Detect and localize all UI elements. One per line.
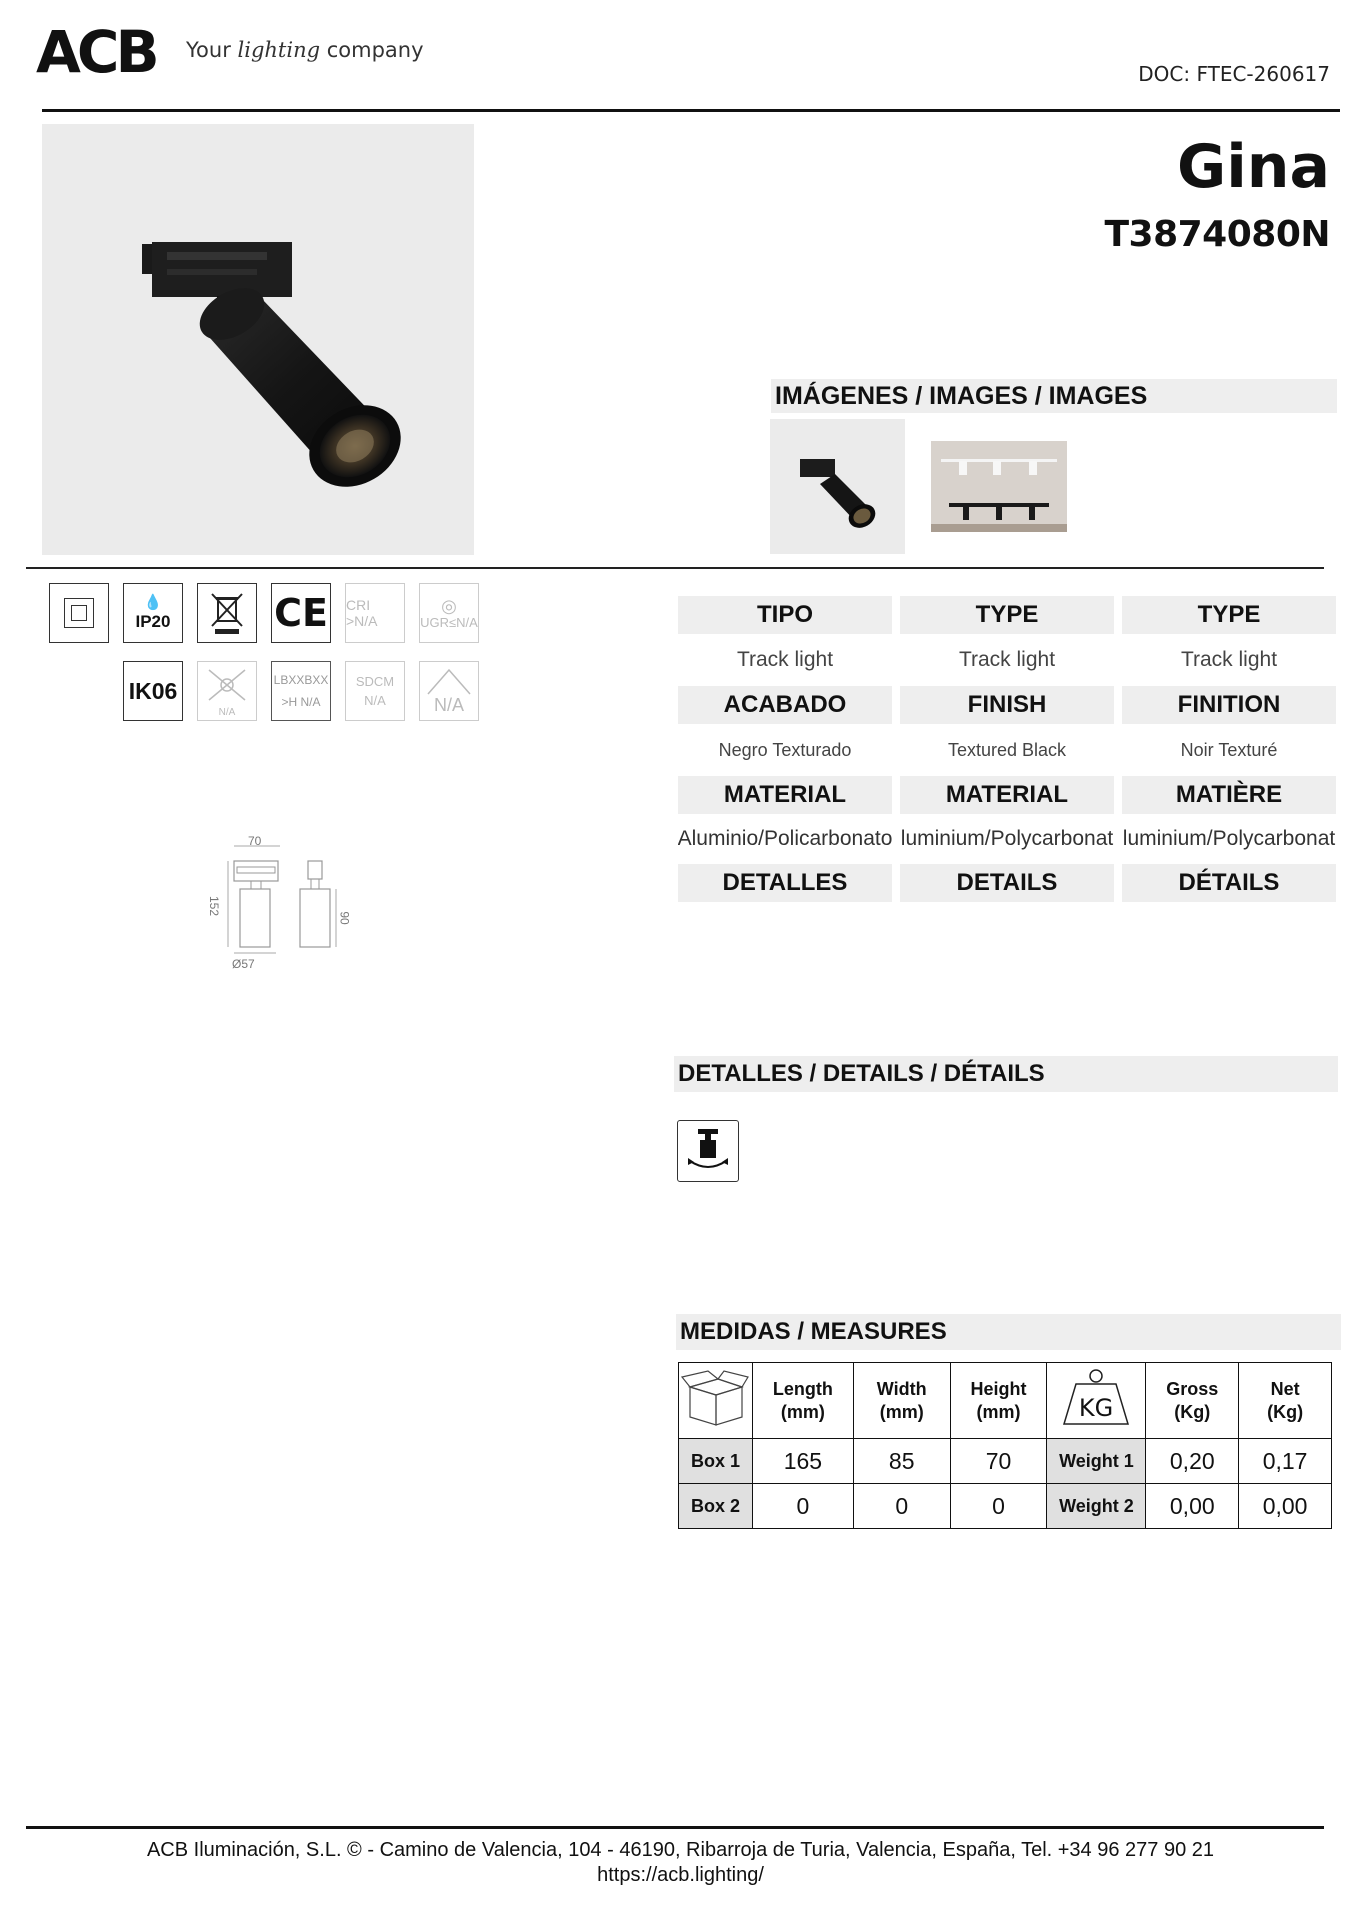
box-icon — [679, 1363, 753, 1439]
spec-value-type-en: Track light — [958, 648, 1056, 671]
product-code: T3874080N — [1104, 214, 1330, 255]
row-box2-length: 0 — [752, 1484, 853, 1529]
spec-grid — [678, 596, 1338, 902]
spec-header-material-en: MATERIAL — [900, 776, 1114, 814]
measures-section-title: MEDIDAS / MEASURES — [676, 1314, 1341, 1350]
row-weight1-net: 0,17 — [1239, 1439, 1332, 1484]
col-length — [752, 1363, 853, 1439]
doc-code: DOC: FTEC-260617 — [1138, 62, 1330, 86]
thumbnail-ambience[interactable] — [931, 441, 1067, 532]
table-row — [679, 1484, 1332, 1529]
spec-header-material-es: MATERIAL — [678, 776, 892, 814]
ip-rating-icon — [123, 583, 183, 643]
cardboard-box-icon — [680, 1365, 750, 1431]
table-row — [679, 1439, 1332, 1484]
no-cover-icon — [197, 661, 257, 721]
spec-value-material-fr: luminium/Polycarbonat — [1122, 827, 1336, 850]
col-gross-unit: (Kg) — [1174, 1401, 1211, 1422]
lbxx-icon — [271, 661, 331, 721]
tagline-lighting: lighting — [237, 38, 321, 62]
measures-header-row — [679, 1363, 1332, 1439]
col-length-unit: (mm) — [780, 1401, 825, 1422]
row-weight1-gross: 0,20 — [1146, 1439, 1239, 1484]
beam-angle-icon — [419, 661, 479, 721]
spec-value-type-es: Track light — [736, 648, 834, 671]
dimension-drawing-icon — [200, 833, 360, 973]
row-box1-width: 85 — [853, 1439, 950, 1484]
ce-mark-icon: CE — [271, 583, 331, 643]
ugr-icon — [419, 583, 479, 643]
product-name: Gina — [1176, 132, 1330, 202]
tagline — [186, 38, 424, 62]
class-ii-icon — [49, 583, 109, 643]
spec-header-acabado: ACABADO — [678, 686, 892, 724]
spec-header-detalles: DETALLES — [678, 864, 892, 902]
adjustable-spot-icon — [678, 1121, 738, 1181]
col-net-label: Net — [1270, 1378, 1300, 1399]
row-box2-height: 0 — [950, 1484, 1047, 1529]
cri-icon: CRI >N/A — [345, 583, 405, 643]
lbxx-label: LBXXBXX — [273, 673, 329, 687]
ip-rating-label: IP20 — [135, 612, 171, 631]
product-hero-image — [42, 124, 474, 555]
row-weight2-label: Weight 2 — [1047, 1484, 1146, 1529]
weee-bin-icon — [197, 583, 257, 643]
col-gross-label: Gross — [1166, 1378, 1219, 1399]
drawing-height-right: 90 — [337, 911, 352, 925]
spec-value-type-fr: Track light — [1180, 648, 1278, 671]
spec-header-finition: FINITION — [1122, 686, 1336, 724]
details-section-title: DETALLES / DETAILS / DÉTAILS — [674, 1056, 1338, 1092]
drawing-width: 70 — [248, 834, 262, 848]
row-weight2-gross: 0,00 — [1146, 1484, 1239, 1529]
spec-header-finish: FINISH — [900, 686, 1114, 724]
row-weight1-label: Weight 1 — [1047, 1439, 1146, 1484]
ik-rating-icon: IK06 — [123, 661, 183, 721]
spec-header-details: DETAILS — [900, 864, 1114, 902]
col-net-unit: (Kg) — [1267, 1401, 1304, 1422]
col-length-label: Length — [772, 1378, 833, 1399]
col-height — [950, 1363, 1047, 1439]
crossed-bin-icon — [207, 591, 247, 635]
col-height-unit: (mm) — [976, 1401, 1021, 1422]
thumbnail-product[interactable] — [770, 419, 905, 554]
col-height-label: Height — [970, 1378, 1027, 1399]
tagline-your: Your — [186, 38, 231, 62]
tagline-company: company — [326, 38, 424, 62]
col-gross — [1146, 1363, 1239, 1439]
thumbnail-spotlight-icon — [770, 419, 905, 554]
drawing-height-left: 152 — [207, 895, 222, 917]
kg-label: KG — [1079, 1393, 1114, 1422]
row-box2-width: 0 — [853, 1484, 950, 1529]
footer-url[interactable]: https://acb.lighting/ — [597, 1864, 764, 1886]
kg-weight-icon — [1056, 1366, 1136, 1430]
measures-table — [678, 1362, 1332, 1529]
images-section-title: IMÁGENES / IMAGES / IMAGES — [771, 379, 1337, 413]
eye-icon: ◎ — [441, 595, 457, 616]
col-width-label: Width — [876, 1378, 927, 1399]
spec-value-finish-es: Negro Texturado — [718, 739, 852, 760]
weight-icon-cell — [1047, 1363, 1146, 1439]
spec-value-material-es: Aluminio/Policarbonato — [678, 827, 892, 850]
ugr-label: UGR≤N/A — [420, 614, 478, 630]
spec-header-tipo: TIPO — [678, 596, 892, 634]
mid-divider — [26, 567, 1324, 569]
spec-header-matiere: MATIÈRE — [1122, 776, 1336, 814]
lbxx-value: >H N/A — [281, 695, 321, 709]
sdcm-icon — [345, 661, 405, 721]
col-width-unit: (mm) — [879, 1401, 924, 1422]
spec-header-type-en: TYPE — [900, 596, 1114, 634]
col-width — [853, 1363, 950, 1439]
thumbnail-track-scene-icon — [931, 441, 1067, 532]
sdcm-label: SDCM — [355, 674, 395, 689]
row-box2-label: Box 2 — [679, 1484, 753, 1529]
spec-header-details-fr: DÉTAILS — [1122, 864, 1336, 902]
spec-header-type-fr: TYPE — [1122, 596, 1336, 634]
row-box1-height: 70 — [950, 1439, 1047, 1484]
no-cover-label: N/A — [218, 707, 236, 718]
row-weight2-net: 0,00 — [1239, 1484, 1332, 1529]
water-drops-icon: 💧 — [143, 594, 163, 611]
beam-angle-label: N/A — [433, 695, 464, 715]
row-box1-length: 165 — [752, 1439, 853, 1484]
spec-value-material-en: luminium/Polycarbonat — [900, 827, 1114, 850]
drawing-diameter: Ø57 — [232, 957, 255, 971]
footer-address: ACB Iluminación, S.L. © - Camino de Valencia, 104 - 46190, Ribarroja de Turia, Valencia, España, Tel. +34 96 277 90 21 — [146, 1839, 1215, 1861]
spec-value-finish-en: Textured Black — [947, 739, 1067, 760]
sdcm-value: N/A — [364, 693, 386, 708]
beam-cone-icon — [424, 666, 474, 696]
crossed-lamp-icon — [205, 666, 249, 704]
footer-divider — [26, 1826, 1324, 1829]
track-spotlight-illustration — [42, 124, 474, 555]
top-divider — [42, 109, 1340, 112]
technical-drawing — [200, 833, 360, 973]
acb-logo: ACB — [36, 18, 156, 86]
rotating-head-icon — [677, 1120, 739, 1182]
col-net — [1239, 1363, 1332, 1439]
row-box1-label: Box 1 — [679, 1439, 753, 1484]
spec-value-finish-fr: Noir Texturé — [1180, 739, 1278, 760]
